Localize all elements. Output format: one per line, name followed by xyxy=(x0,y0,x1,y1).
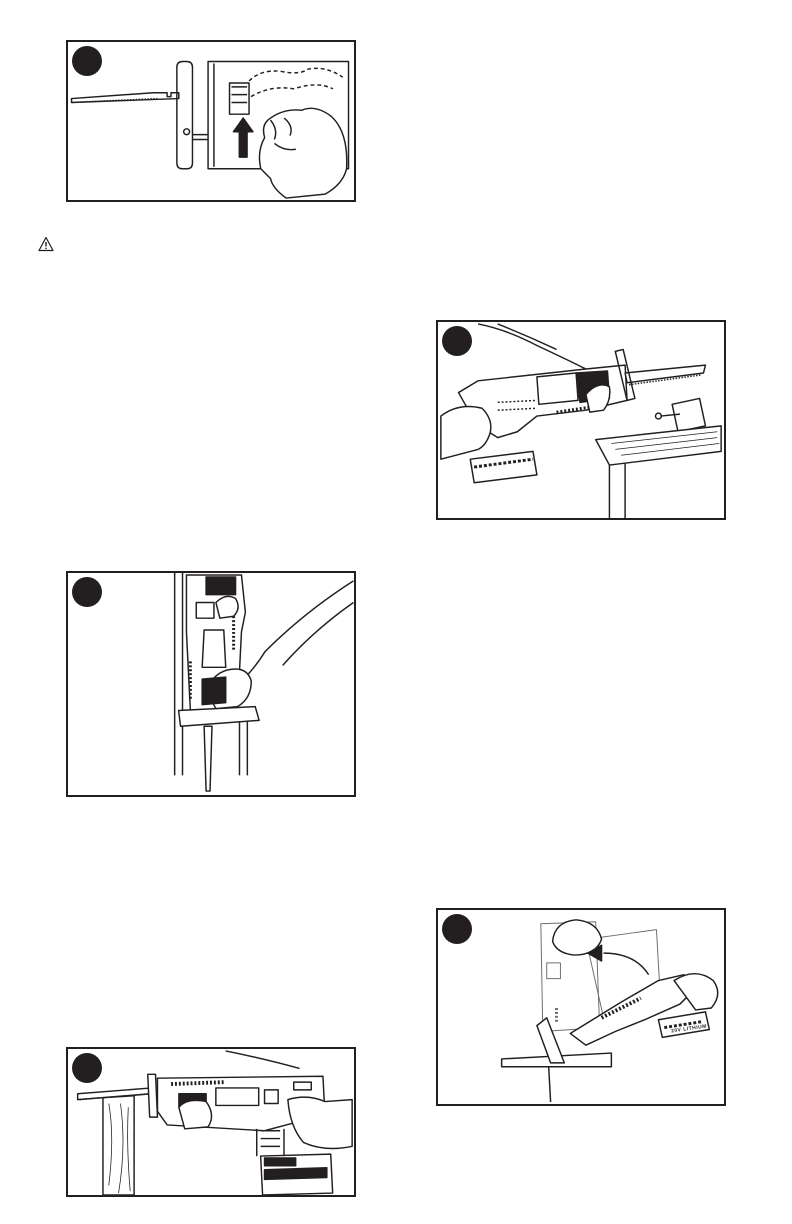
figure-blade-release xyxy=(66,40,356,202)
figure-jigsaw-conversion xyxy=(436,908,726,1106)
figure-wall-cut xyxy=(66,571,356,797)
jigsaw-conversion-illustration xyxy=(438,910,724,1104)
vise-cut-illustration xyxy=(438,322,724,518)
battery-label-top: LITHIUM xyxy=(204,1161,228,1167)
battery-label-side: 20V LITHIUM xyxy=(670,1023,708,1035)
blade-release-illustration xyxy=(68,42,354,200)
wall-cut-illustration xyxy=(68,573,354,795)
figure-vise-cut xyxy=(436,320,726,520)
battery-label-side: 20V LITHIUM xyxy=(202,1172,245,1178)
warning-triangle-icon xyxy=(38,236,54,252)
figure-post-cut xyxy=(66,1047,356,1197)
